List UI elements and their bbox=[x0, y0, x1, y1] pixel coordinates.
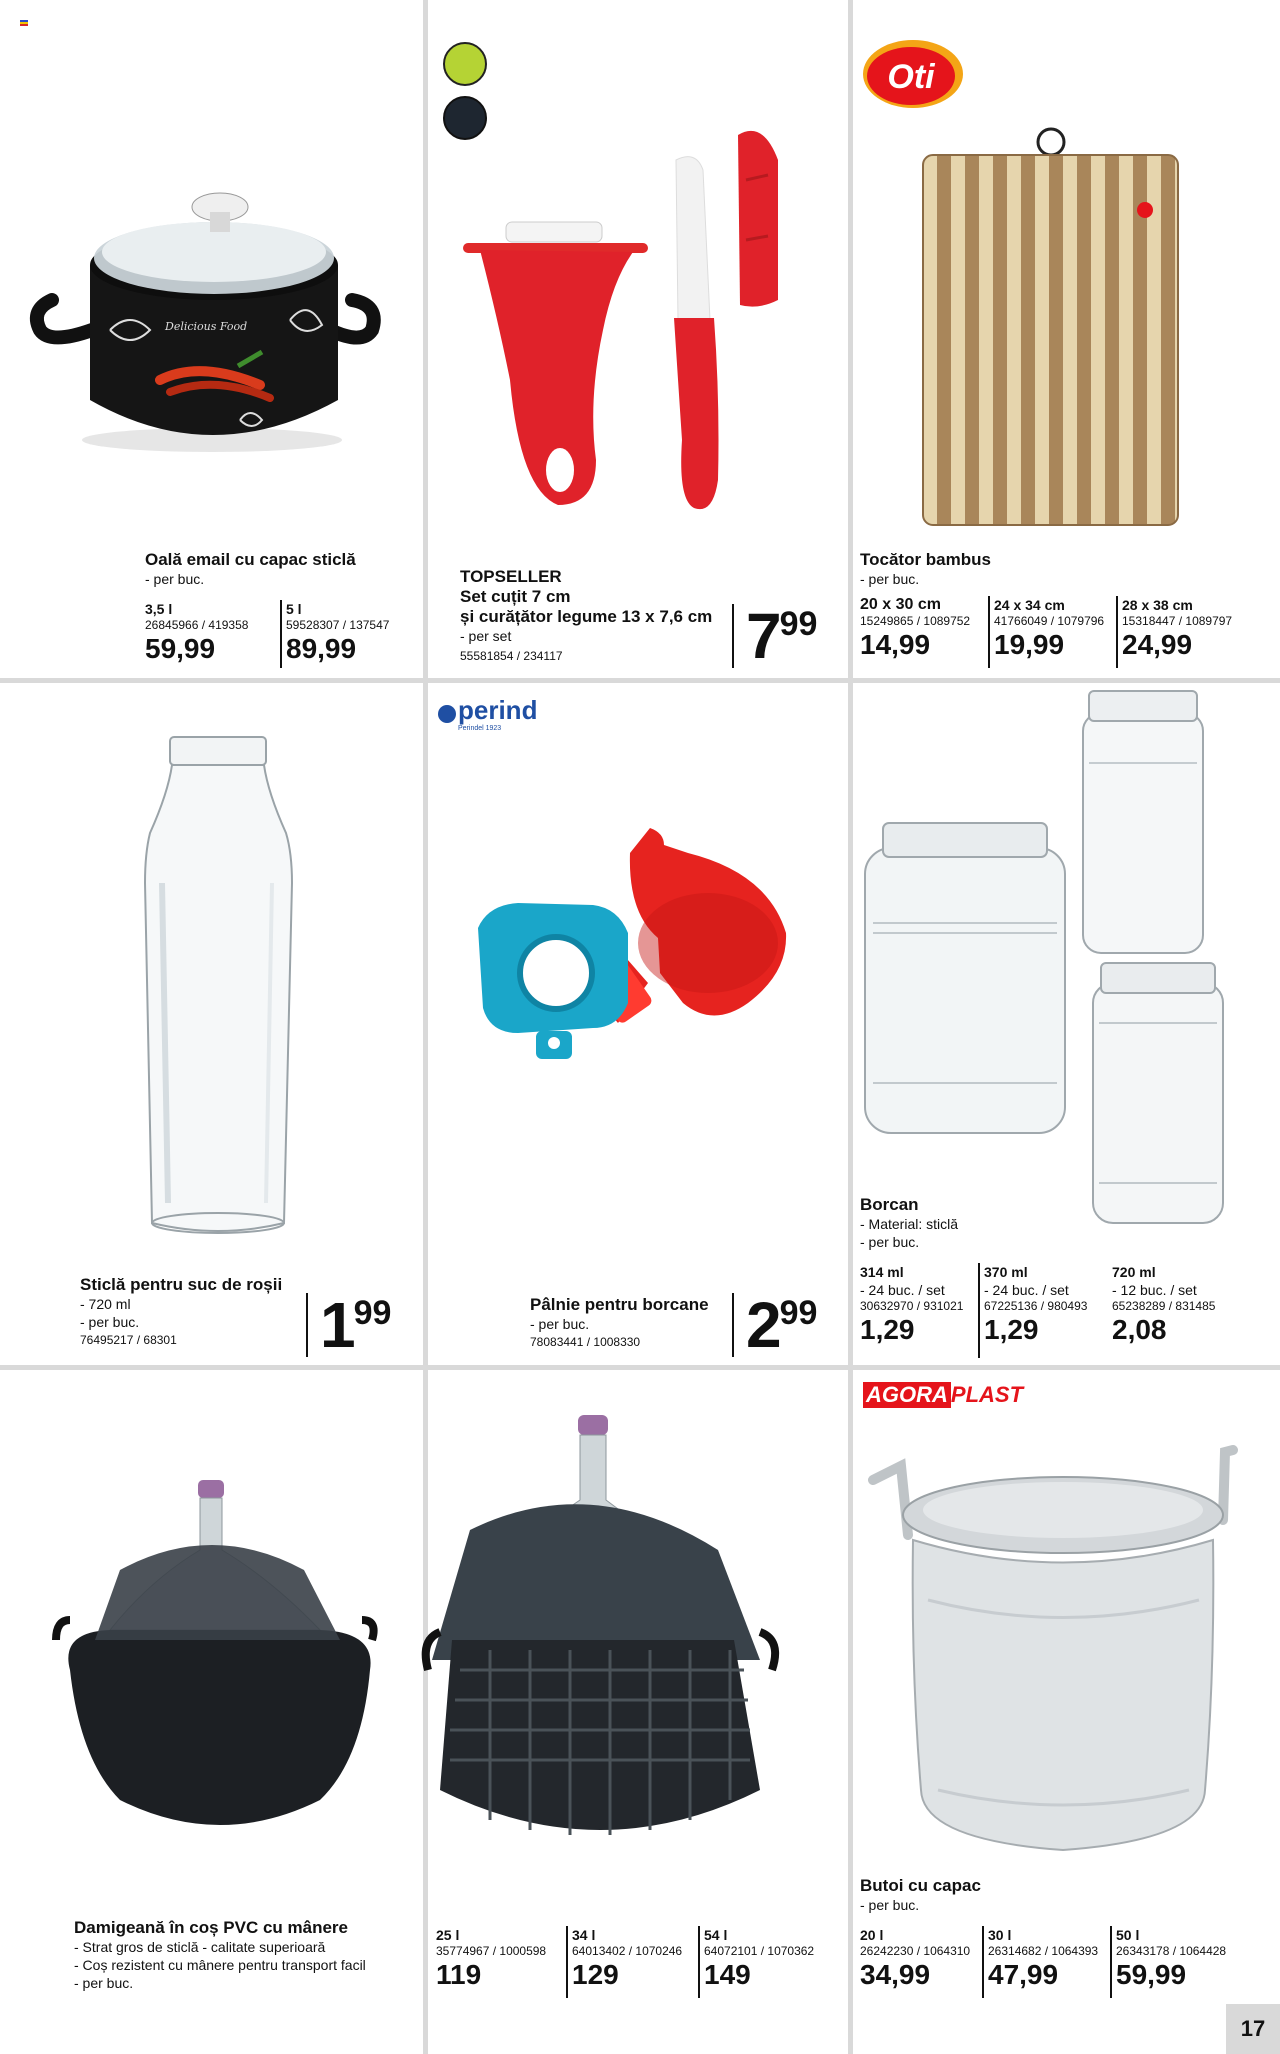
product-unit: - per buc. bbox=[860, 1234, 920, 1250]
variant-option bbox=[698, 1926, 838, 1998]
knife-and-peeler-image bbox=[428, 0, 848, 540]
price-integer: 7 bbox=[746, 600, 780, 672]
product-code: 76495217 / 68301 bbox=[80, 1333, 177, 1347]
product-code: 35774967 / 1000598 bbox=[436, 1944, 547, 1958]
page-number: 17 bbox=[1226, 2004, 1280, 2054]
variant-price: 1,29 bbox=[860, 1314, 915, 1345]
product-title: Sticlă pentru suc de roșii bbox=[80, 1275, 283, 1294]
variant-price: 59,99 bbox=[145, 633, 216, 664]
product-unit: - per buc. bbox=[860, 571, 920, 587]
price-integer: 2 bbox=[746, 1289, 780, 1361]
product-code: 78083441 / 1008330 bbox=[530, 1335, 641, 1349]
variant-size: 720 ml bbox=[1112, 1264, 1156, 1280]
variant-option bbox=[145, 600, 280, 665]
product-code: 59528307 / 137547 bbox=[286, 618, 390, 632]
product-badge: TOPSELLER bbox=[460, 567, 562, 586]
variant-pack: - 24 buc. / set bbox=[984, 1282, 1069, 1298]
variant-size: 34 l bbox=[572, 1927, 596, 1943]
product-code: 65238289 / 831485 bbox=[1112, 1299, 1216, 1313]
variant-size: 50 l bbox=[1116, 1927, 1140, 1943]
bamboo-board-image bbox=[853, 0, 1280, 540]
price-display bbox=[732, 600, 818, 672]
product-code: 41766049 / 1079796 bbox=[994, 614, 1105, 628]
product-feature: - Strat gros de sticlă - calitate superioară bbox=[74, 1939, 326, 1955]
variant-price: 89,99 bbox=[286, 633, 357, 664]
product-code: 15249865 / 1089752 bbox=[860, 614, 971, 628]
variant-price: 1,29 bbox=[984, 1314, 1039, 1345]
product-code: 15318447 / 1089797 bbox=[1122, 614, 1233, 628]
variant-size: 25 l bbox=[436, 1927, 460, 1943]
product-title: Oală email cu capac sticlă bbox=[145, 550, 356, 569]
variant-price: 47,99 bbox=[988, 1959, 1059, 1990]
variant-pack: - 24 buc. / set bbox=[860, 1282, 945, 1298]
variant-price: 19,99 bbox=[994, 629, 1065, 660]
product-funnel[interactable] bbox=[428, 683, 848, 1365]
product-unit: - per buc. bbox=[74, 1975, 134, 1991]
variant-option bbox=[860, 596, 988, 661]
product-code: 30632970 / 931021 bbox=[860, 1299, 964, 1313]
price-display bbox=[732, 1289, 818, 1361]
variant-price: 14,99 bbox=[860, 629, 931, 660]
perind-logo-text: perind bbox=[458, 695, 538, 725]
product-title: Damigeană în coș PVC cu mânere bbox=[74, 1918, 348, 1937]
variant-size: 20 l bbox=[860, 1927, 884, 1943]
perind-logo-tag: Perindel 1923 bbox=[458, 725, 502, 732]
variant-option bbox=[566, 1926, 698, 1998]
product-code: 26343178 / 1064428 bbox=[1116, 1944, 1227, 1958]
variant-option bbox=[1106, 1263, 1236, 1346]
variant-price: 129 bbox=[572, 1959, 619, 1990]
product-title: Set cuțit 7 cm bbox=[460, 587, 571, 606]
variant-price: 59,99 bbox=[1116, 1959, 1187, 1990]
price-decimal: 99 bbox=[779, 1294, 818, 1332]
product-title: Tocător bambus bbox=[860, 550, 991, 569]
demijohn-image bbox=[0, 1370, 848, 1950]
plastic-barrel-image bbox=[853, 1370, 1280, 1890]
variant-option bbox=[982, 1926, 1110, 1998]
variant-option bbox=[978, 1263, 1106, 1358]
agoraplast-logo-b: PLAST bbox=[950, 1382, 1024, 1407]
price-decimal: 99 bbox=[779, 605, 818, 643]
product-feature: - Coș rezistent cu mânere pentru transport facil bbox=[74, 1957, 366, 1973]
product-demijohn[interactable] bbox=[0, 1370, 848, 2054]
product-unit: - per buc. bbox=[530, 1316, 590, 1332]
product-glass-jars[interactable] bbox=[853, 683, 1280, 1365]
enamel-pot-image bbox=[0, 0, 423, 540]
variant-option bbox=[988, 596, 1116, 668]
agoraplast-logo-a: AGORA bbox=[863, 1382, 951, 1408]
variant-option bbox=[860, 1263, 980, 1346]
product-knife-set[interactable] bbox=[428, 0, 848, 678]
variant-size: 3,5 l bbox=[145, 601, 173, 617]
variant-price: 34,99 bbox=[860, 1959, 931, 1990]
product-code: 55581854 / 234117 bbox=[460, 649, 563, 663]
product-unit: - per set bbox=[460, 628, 512, 644]
product-glass-bottle[interactable] bbox=[0, 683, 423, 1365]
product-code: 67225136 / 980493 bbox=[984, 1299, 1088, 1313]
product-title-line2: și curățător legume 13 x 7,6 cm bbox=[460, 607, 713, 626]
product-barrel[interactable] bbox=[853, 1370, 1280, 2054]
funnel-image bbox=[428, 683, 848, 1183]
product-pot[interactable] bbox=[0, 0, 423, 678]
product-unit: - per buc. bbox=[145, 571, 205, 587]
variant-size: 24 x 34 cm bbox=[994, 597, 1065, 613]
variant-size: 314 ml bbox=[860, 1264, 904, 1280]
variant-option bbox=[860, 1926, 982, 1991]
product-code: 26242230 / 1064310 bbox=[860, 1944, 971, 1958]
price-integer: 1 bbox=[320, 1289, 354, 1361]
variant-size: 20 x 30 cm bbox=[860, 596, 941, 613]
product-unit: - per buc. bbox=[80, 1314, 140, 1330]
variant-price: 149 bbox=[704, 1959, 751, 1990]
product-code: 26845966 / 419358 bbox=[145, 618, 249, 632]
glass-jars-image bbox=[853, 683, 1280, 1243]
variant-price: 24,99 bbox=[1122, 629, 1193, 660]
oti-logo: Oti bbox=[887, 58, 935, 96]
variant-option bbox=[280, 600, 389, 668]
variant-size: 28 x 38 cm bbox=[1122, 597, 1193, 613]
variant-option bbox=[436, 1926, 566, 1991]
product-title: Pâlnie pentru borcane bbox=[530, 1295, 709, 1314]
variant-option bbox=[1116, 596, 1246, 668]
variant-size: 370 ml bbox=[984, 1264, 1028, 1280]
svg-text:Delicious Food: Delicious Food bbox=[165, 320, 248, 333]
product-title: Butoi cu capac bbox=[860, 1876, 981, 1895]
product-unit: - per buc. bbox=[860, 1897, 920, 1913]
product-spec: - 720 ml bbox=[80, 1296, 131, 1312]
variant-size: 5 l bbox=[286, 601, 302, 617]
product-code: 64013402 / 1070246 bbox=[572, 1944, 683, 1958]
variant-size: 54 l bbox=[704, 1927, 728, 1943]
product-bamboo-board[interactable] bbox=[853, 0, 1280, 678]
price-display bbox=[306, 1289, 392, 1361]
variant-price: 119 bbox=[436, 1959, 482, 1990]
price-decimal: 99 bbox=[353, 1294, 392, 1332]
variant-size: 30 l bbox=[988, 1927, 1012, 1943]
product-code: 64072101 / 1070362 bbox=[704, 1944, 815, 1958]
variant-price: 2,08 bbox=[1112, 1314, 1167, 1345]
glass-bottle-image bbox=[0, 683, 423, 1243]
product-code: 26314682 / 1064393 bbox=[988, 1944, 1099, 1958]
variant-pack: - 12 buc. / set bbox=[1112, 1282, 1197, 1298]
variant-option bbox=[1110, 1926, 1230, 1998]
product-title: Borcan bbox=[860, 1195, 919, 1214]
product-material: - Material: sticlă bbox=[860, 1216, 959, 1232]
